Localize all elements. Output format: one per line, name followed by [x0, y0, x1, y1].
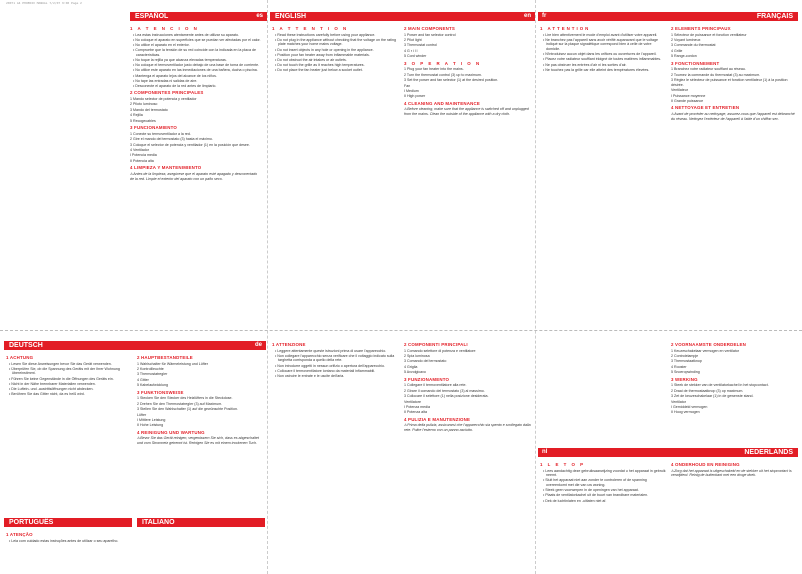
list-item: • Überprüfen Sie, ob die Spannung des Geräts mit der Ihrer Wohnung übereinstimmt. — [9, 367, 132, 376]
step-item: I Potenza media — [404, 404, 430, 409]
list-item: • No utilice el aparato en el exterior. — [133, 43, 262, 48]
list-item: • No coloque el termoventilador justo debajo de una base de toma de corriente. — [133, 63, 262, 68]
step-item: Lüfter — [137, 412, 147, 417]
step-item: 2 Draai de thermostaatknop (3) op maximum. — [671, 388, 744, 393]
list-item: • Lesen Sie diese Anweisungen bevor Sie das Gerät verwenden. — [9, 362, 132, 367]
attention-list — [272, 349, 398, 379]
list-item: • Ne pas obstruer les entrées d'air ni les sorties d'air. — [543, 63, 666, 68]
column-italiano-left — [272, 340, 398, 572]
component-item: 1 Comando selettore di potenza e ventilatore — [404, 348, 476, 353]
banner-title: DEUTSCH — [9, 342, 43, 349]
step-item: II Potenza alta — [404, 410, 427, 415]
step-item: I Gemiddeld vermogen — [671, 404, 708, 409]
step-item: II Grande puissance — [671, 98, 704, 103]
list-item: • Führen Sie keine Gegenstände in die Öffnungen des Geräts ein. — [9, 377, 132, 382]
section-heading: 1 ATTENZIONE — [272, 342, 306, 347]
list-item: • Ne touchez pas la grille car elle atteint des températures élevées. — [543, 68, 666, 73]
step-item: 1 Steek de stekker van de ventilatorkachel in het stopcontact. — [671, 383, 769, 388]
list-item: • Collocare il termoventilatore lontano da materiali infiammabili. — [275, 369, 398, 374]
step-item: 2 Drehen Sie den Thermostatregler (3) auf Maximum. — [137, 401, 223, 406]
section-heading: 2 ELEMENTS PRINCIPAUX — [671, 26, 731, 31]
list-item: • Steek geen voorwerpen in de openingen van het apparaat. — [543, 488, 666, 493]
component-item: 1 Keuzeschakelaar vermogen en ventilator — [671, 348, 740, 353]
step-item: Ventilator — [671, 399, 686, 404]
print-header: 20071 A4 PHOENIX MANUAL 7/2/07 9:00 Page 2 — [6, 1, 82, 5]
list-item: • Compruebe que la tensión de su red coincide con la indicada en la placa de características. — [133, 48, 262, 57]
list-item: • Read these instructions carefully before using your appliance. — [275, 33, 398, 38]
component-item: 5 Kabelaufwicklung — [137, 383, 168, 388]
list-item: • Do not plug in the appliance without checking that the voltage on the rating plate matches your home mains voltage. — [275, 38, 398, 47]
banner-francais — [538, 12, 798, 21]
banner-deutsch — [4, 341, 266, 350]
column-francais-right — [671, 24, 797, 328]
section-heading: 4 PULIZIA E MANUTENZIONE — [404, 416, 471, 422]
list-item: • Plaats de ventilatorkachel uit de buurt van brandbare materialen. — [543, 493, 666, 498]
component-item: 2 Pilot light — [404, 37, 422, 42]
component-item: 3 Mando del termostato — [130, 107, 168, 112]
step-item: 1 Collegare il termoventilatore alla rete. — [404, 383, 467, 388]
list-item: • Ne branchez pas l'appareil sans avoir vérifié auparavant que le voltage indiqué sur la plaque signalétique correspond bien à celle de votre domicile. — [543, 38, 666, 52]
list-item: • Non collegare l'apparecchio senza verificare che il voltaggio indicato sulla targhetta corrisponda a quello della rete. — [275, 354, 398, 363]
list-item: • Desconecte el aparato de la red antes de limpiarlo. — [133, 84, 262, 89]
list-item: • Lire bien attentivement le mode d'emploi avant d'utiliser votre appareil. — [543, 33, 666, 38]
section-heading: 3 WERKING — [671, 376, 698, 382]
step-item: 3 Set the power and fan selector (1) at the desired position. — [404, 78, 499, 83]
column-english-left — [272, 24, 398, 328]
language-tag: de — [254, 342, 262, 348]
section-heading: 4 LIMPIEZA Y MANTENIMIENTO — [130, 165, 202, 171]
step-item: 1 Conecte su termoventilador a la red. — [130, 131, 191, 136]
component-item: 5 Recogecables — [130, 118, 156, 123]
section-heading: 4 NETTOYAGE ET ENTRETIEN — [671, 105, 740, 111]
attention-list — [130, 33, 262, 89]
list-item: • Dek de luchtinlaten en -uitlaten niet af. — [543, 499, 666, 504]
column-english-right — [404, 24, 532, 328]
step-item: II High power — [404, 94, 426, 99]
section-heading: 1 ACHTUNG — [6, 355, 34, 360]
component-item: 5 Avvolgicavo — [404, 370, 426, 375]
cleaning-text: ⚠ Antes de la limpieza, asegúrese que el aparato esté apagado y desconectado de la red. Limpie el exterior del aparato con un paño seco. — [130, 172, 262, 181]
component-item: 4 Grille — [671, 48, 683, 53]
language-tag: fr — [542, 13, 547, 19]
list-item: • Leggere attentamente queste istruzioni prima di usare l'apparecchio. — [275, 349, 398, 354]
banner-nederlands — [538, 448, 798, 457]
cleaning-text: ⚠ Avant de procéder au nettoyage, assurez-vous que l'appareil est débranché du réseau. Nettoyez l'extérieur de l'appareil à l'aide d'un chiffon sec. — [671, 112, 797, 121]
component-item: 4 Gitter — [137, 377, 149, 382]
component-item: 2 Controlelampje — [671, 353, 699, 358]
step-item: 1 Branchez votre radiateur soufflant au réseau. — [671, 67, 746, 72]
page-divider — [0, 330, 802, 331]
step-item: 3 Zet de keuzeschakelaar (1) in de gewenste stand. — [671, 394, 754, 399]
list-item: • Leia com cuidado estas instruções antes de utilizar o seu aparelho. — [9, 539, 132, 544]
section-heading: 3 FUNZIONAMENTO — [404, 376, 450, 382]
banner-title: PORTUGUÊS — [9, 519, 54, 526]
component-item: 4 G r i l l — [404, 48, 418, 53]
component-item: 3 Commande du thermostat — [671, 43, 716, 48]
banner-english — [270, 12, 535, 21]
column-nederlands-right — [671, 460, 797, 572]
component-item: 2 Piloto luminoso — [130, 102, 158, 107]
column-deutsch-right — [137, 353, 263, 513]
list-item: • Non introdurre oggetti in nessun orifizio o apertura dell'apparecchio. — [275, 364, 398, 369]
list-item: • No tape las entradas ni salidas de aire. — [133, 79, 262, 84]
component-item: 2 Kontrollleuchte — [137, 366, 164, 371]
step-item: I Puissance moyenne — [671, 93, 706, 98]
banner-portugues — [4, 518, 132, 527]
attention-list — [6, 539, 132, 544]
section-heading: 1 A T E N C I O N — [130, 26, 199, 31]
column-nederlands-left — [540, 460, 666, 572]
component-item: 2 Spia luminosa — [404, 353, 430, 358]
component-item: 4 Griglia — [404, 364, 418, 369]
list-item: • Mantenga el aparato lejos del alcance de los niños. — [133, 74, 262, 79]
banner-title: NEDERLANDS — [744, 449, 793, 456]
section-heading: 1 A T T E N T I O N — [272, 26, 349, 31]
component-item: 1 Power and fan selector control — [404, 32, 456, 37]
column-francais-left — [540, 24, 666, 328]
list-item: • Berühren Sie das Gitter nicht, da es heiß wird. — [9, 392, 132, 397]
list-item: • Placez votre radiateur soufflant éloigné de toutes matières inflammables. — [543, 57, 666, 62]
list-item: • Non ostruire le entrate e le uscite dell'aria. — [275, 374, 398, 379]
list-item: • Do not obstruct the air intakes or air outlets. — [275, 58, 398, 63]
section-heading: 2 MAIN COMPONENTS — [404, 26, 455, 31]
step-item: II Hohe Leistung — [137, 423, 164, 428]
banner-espanol — [130, 12, 267, 21]
section-heading: 2 COMPONENTI PRINCIPALI — [404, 342, 468, 347]
list-item: • Die Luftein- und -austrittsöffnungen nicht abdecken. — [9, 387, 132, 392]
section-heading: 2 VOORNAAMSTE ONDERDELEN — [671, 342, 747, 347]
attention-list — [272, 33, 398, 73]
component-item: 1 Mando selector de potencia y ventilador — [130, 97, 197, 102]
list-item: • Lea estas instrucciones atentamente antes de utilizar su aparato. — [133, 33, 262, 38]
list-item: • Do not place the fan heater just below a socket outlet. — [275, 68, 398, 73]
component-item: 3 Comando del termostato — [404, 359, 447, 364]
section-heading: 4 ONDERHOUD EN REINIGING — [671, 462, 740, 467]
section-heading: 3 FUNKTIONSWEISE — [137, 389, 184, 395]
section-heading: 4 CLEANING AND MAINTENANCE — [404, 100, 481, 106]
list-item: • N'introduisez aucun objet dans les orifices ou ouvertures de l'appareil. — [543, 52, 666, 57]
fold-line-1 — [267, 0, 268, 574]
component-item: 4 Rooster — [671, 364, 687, 369]
step-item: Fan — [404, 83, 411, 88]
component-item: 4 Rejilla — [130, 113, 143, 118]
step-item: Ventilatore — [404, 399, 421, 404]
section-heading: 1 ATTENTION — [540, 26, 591, 31]
section-heading: 1 L E T O P — [540, 462, 586, 467]
step-item: 1 Plug your fan heater into the mains. — [404, 67, 464, 72]
fold-line-2 — [535, 0, 536, 574]
step-item: 2 Gire el mando del termostato (3) hasta el máximo. — [130, 137, 213, 142]
cleaning-text: ⚠ Zorg dat het apparaat is uitgeschakeld en de stekker uit het stopcontact is verwijderd. Reinig de buitenkant met een droge doek. — [671, 469, 797, 478]
section-heading: 4 REINIGUNG UND WARTUNG — [137, 429, 205, 435]
column-deutsch-left — [6, 353, 132, 513]
component-item: 5 Snoeropwinding — [671, 370, 700, 375]
banner-title: FRANÇAIS — [756, 13, 793, 20]
list-item: • No coloque el aparato en superficies que se puedan ver afectadas por el calor. — [133, 38, 262, 43]
language-tag: es — [256, 13, 263, 19]
section-heading: 3 FUNCIONAMIENTO — [130, 125, 178, 131]
column-nederlands-upper — [671, 340, 797, 444]
component-item: 2 Voyant lumineux — [671, 37, 701, 42]
banner-title: ESPAÑOL — [135, 13, 169, 20]
step-item: 4 Ventilador — [130, 147, 149, 152]
component-item: 1 Wahlschalter für Wärmeleistung und Lüfter — [137, 361, 208, 366]
banner-title: ITALIANO — [142, 519, 175, 526]
banner-title: ENGLISH — [275, 13, 307, 20]
list-item: • Do not insert objects in any hole or opening in the appliance. — [275, 48, 398, 53]
step-item: Ventilateur — [671, 88, 688, 93]
step-item: 3 Stellen Sie den Wahlschalter (1) auf die gewünschte Position. — [137, 407, 238, 412]
list-item: • Position your fan heater away from inflammable materials. — [275, 53, 398, 58]
component-item: 5 Cord winder — [404, 54, 427, 59]
language-tag: en — [523, 13, 531, 19]
column-italiano-right — [404, 340, 532, 572]
list-item: • Do not touch the grille as it reaches high temperatures. — [275, 63, 398, 68]
section-heading: 2 HAUPTBESTANDTEILE — [137, 355, 193, 360]
component-item: 1 Sélecteur de puissance et fonction ventilateur — [671, 32, 747, 37]
section-heading: 1 ATENÇÃO — [6, 532, 33, 537]
list-item: • No toque la rejilla ya que alcanza elevadas temperaturas. — [133, 58, 262, 63]
cleaning-text: ⚠ Prima della pulizia, assicurarsi che l'apparecchio sia spento e scollegato dalla rete. Pulire l'esterno con un panno asciutto. — [404, 423, 532, 432]
component-item: 5 Range-cordon — [671, 54, 697, 59]
list-item: • No utilice este aparato en las inmediaciones de una bañera, ducha o piscina. — [133, 68, 262, 73]
language-tag: nl — [542, 449, 548, 455]
cleaning-text: ⚠ Bevor Sie das Gerät reinigen, vergewissern Sie sich, dass es abgeschaltet und vom Stromnetz getrennt ist. Reinigen Sie es mit einem trockenen Tuch. — [137, 436, 263, 445]
list-item: • Lees aandachtig deze gebruiksaanwijzing voordat u het apparaat in gebruik neemt. — [543, 469, 666, 478]
attention-list — [6, 362, 132, 397]
step-item: I Potencia media — [130, 153, 157, 158]
step-item: I Medium — [404, 88, 419, 93]
step-item: 3 Collocare il selettore (1) nella posizione desiderata. — [404, 394, 489, 399]
column-espanol — [130, 24, 262, 328]
step-item: 1 Stecken Sie den Stecker des Heizlüfters in die Steckdose. — [137, 396, 233, 401]
banner-italiano — [137, 518, 265, 527]
component-item: 3 Thermostat control — [404, 43, 437, 48]
step-item: II Hoog vermogen — [671, 410, 700, 415]
component-item: 3 Thermostatregler — [137, 372, 168, 377]
step-item: I Mittlere Leistung — [137, 417, 166, 422]
list-item: • Sluit het apparaat niet aan zonder te controleren of de spanning overeenkomt met die van uw woning. — [543, 478, 666, 487]
attention-list — [540, 33, 666, 73]
step-item: 2 Girare il comando del termostato (3) al massimo. — [404, 388, 485, 393]
section-heading: 2 COMPONENTES PRINCIPALES — [130, 90, 204, 96]
section-heading: 3 FONCTIONNEMENT — [671, 60, 720, 66]
cleaning-text: ⚠ Before cleaning, make sure that the appliance is switched off and unplugged from the mains. Clean the outside of the appliance with a dry cloth. — [404, 107, 532, 116]
step-item: II Potencia alta — [130, 158, 154, 163]
step-item: 2 Turn the thermostat control (3) up to maximum. — [404, 72, 482, 77]
component-item: 3 Thermostaatknop — [671, 359, 702, 364]
attention-list — [540, 469, 666, 504]
list-item: • Nicht in der Nähe brennbarer Materialien verwenden. — [9, 382, 132, 387]
step-item: 3 Coloque el selector de potencia y ventilador (1) en la posición que desee. — [130, 142, 250, 147]
section-heading: 3 O P E R A T I O N — [404, 60, 482, 66]
column-portugues — [6, 530, 132, 572]
step-item: 3 Réglez le sélecteur de puissance et fonction ventilateur (1) à la position désirée. — [671, 78, 788, 87]
step-item: 2 Tournez la commande du thermostat (3) au maximum. — [671, 72, 761, 77]
